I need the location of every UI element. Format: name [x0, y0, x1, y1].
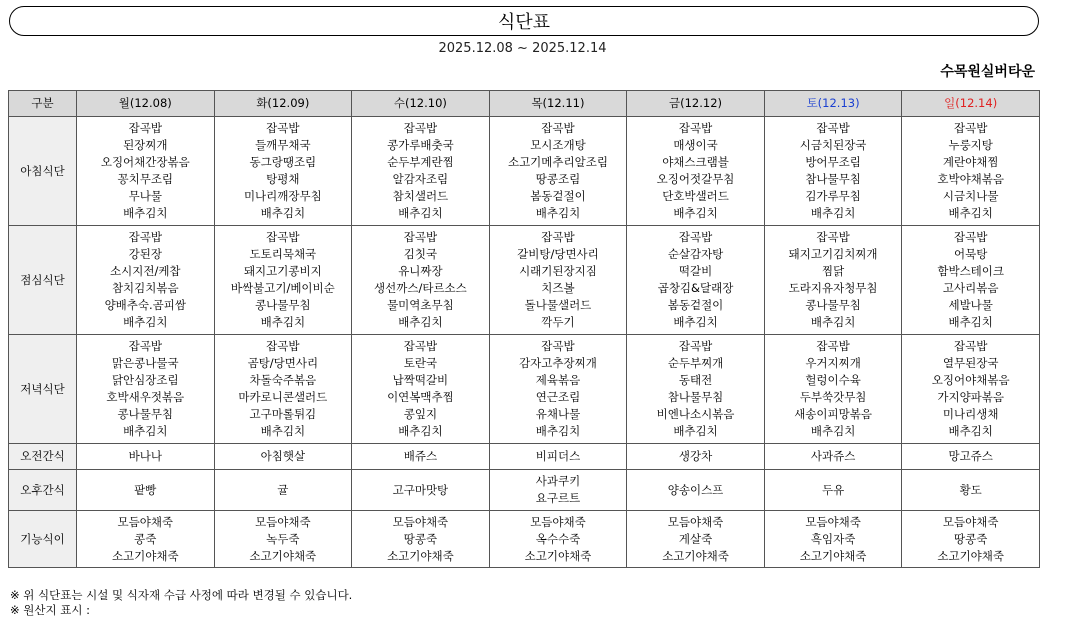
menu-item: 야채스크램블	[662, 155, 729, 169]
menu-item: 잡곡밥	[128, 121, 162, 135]
menu-item: 녹두죽	[266, 531, 300, 546]
menu-item: 땅콩조림	[535, 172, 581, 186]
menu-item: 배추김치	[260, 315, 306, 329]
menu-item: 잡곡밥	[128, 339, 162, 353]
menu-item: 잡곡밥	[954, 121, 988, 135]
menu-item: 닭안심장조림	[111, 373, 179, 387]
menu-item: 배추김치	[673, 315, 718, 329]
menu-item: 사과쿠키	[535, 474, 581, 488]
menu-item: 귤	[277, 482, 289, 497]
menu-cell	[764, 335, 902, 444]
menu-item: 소고기야채죽	[937, 548, 1005, 563]
menu-cell	[489, 470, 627, 511]
weekly-menu-table	[8, 90, 1040, 568]
menu-item: 토란국	[403, 356, 438, 370]
menu-item: 순두부계란찜	[387, 155, 454, 169]
menu-item: 어묵탕	[954, 247, 988, 261]
menu-item: 마카로니콘샐러드	[238, 390, 328, 404]
menu-item: 잡곡밥	[541, 339, 575, 353]
menu-title-box	[9, 6, 1039, 36]
menu-cell	[77, 444, 215, 470]
menu-item: 세발나물	[948, 298, 993, 312]
menu-item: 배추김치	[948, 315, 993, 329]
menu-item: 탕평채	[266, 172, 300, 186]
menu-cell	[902, 117, 1040, 226]
menu-item: 참치샐러드	[392, 189, 449, 203]
menu-item: 고구마맛탕	[392, 482, 449, 497]
menu-item: 치즈볼	[541, 281, 575, 295]
day-header: 목(12.11)	[489, 91, 627, 117]
menu-cell	[352, 470, 490, 511]
menu-item: 배추김치	[673, 206, 718, 220]
row-label: 기능식이	[9, 511, 77, 568]
menu-cell	[902, 470, 1040, 511]
menu-item: 참나물무침	[805, 172, 861, 186]
menu-item: 잡곡밥	[541, 230, 575, 244]
menu-item: 콩죽	[134, 531, 157, 546]
menu-item: 비엔나소시볶음	[656, 407, 735, 421]
menu-item: 미나리깨장무침	[243, 189, 322, 203]
menu-item: 게살죽	[678, 531, 713, 546]
menu-item: 가지양파볶음	[937, 390, 1005, 404]
menu-item: 잡곡밥	[816, 230, 850, 244]
day-header-saturday: 토(12.13)	[764, 91, 902, 117]
row-label: 아침식단	[9, 117, 77, 226]
menu-item: 강된장	[128, 247, 162, 261]
menu-item: 방어무조림	[805, 155, 861, 169]
menu-item: 배추김치	[535, 206, 581, 220]
menu-item: 흑임자죽	[810, 531, 856, 546]
menu-item: 배쥬스	[403, 449, 438, 463]
menu-item: 참나물무침	[667, 390, 724, 404]
footnote-origin: ※ 원산지 표시 :	[10, 603, 91, 617]
menu-item: 두유	[821, 482, 845, 497]
menu-cell	[214, 117, 352, 226]
menu-item: 시래기된장지짐	[519, 264, 597, 278]
menu-item: 매생이국	[673, 138, 718, 152]
menu-item: 배추김치	[398, 206, 443, 220]
menu-item: 물미역초무침	[387, 298, 454, 312]
menu-cell	[764, 226, 902, 335]
menu-cell	[902, 444, 1040, 470]
menu-item: 배추김치	[535, 424, 581, 438]
menu-cell	[489, 511, 627, 568]
menu-cell	[902, 335, 1040, 444]
menu-item: 양배추숙.곰피쌈	[104, 298, 186, 312]
menu-item: 잡곡밥	[678, 339, 713, 353]
menu-cell	[764, 117, 902, 226]
menu-item: 생선까스/타르소스	[374, 281, 467, 295]
menu-item: 소고기야채죽	[799, 548, 867, 563]
menu-item: 떡갈비	[678, 264, 713, 278]
menu-item: 동태전	[678, 373, 713, 387]
menu-cell	[902, 511, 1040, 568]
menu-item: 열무된장국	[942, 356, 999, 370]
menu-item: 소고기야채죽	[249, 548, 317, 563]
menu-item: 새송이피망볶음	[794, 407, 872, 421]
menu-item: 요구르트	[535, 491, 581, 505]
menu-item: 누룽지탕	[948, 138, 993, 152]
menu-item: 잡곡밥	[403, 230, 438, 244]
menu-cell	[352, 335, 490, 444]
menu-item: 유니짜장	[398, 264, 443, 278]
menu-item: 모듬야채죽	[667, 514, 724, 529]
menu-item: 소고기야채죽	[662, 548, 729, 563]
menu-item: 모듬야채죽	[530, 514, 586, 529]
menu-item: 배추김치	[673, 424, 718, 438]
menu-item: 배추김치	[948, 206, 993, 220]
menu-item: 잡곡밥	[403, 121, 438, 135]
menu-item: 갈비탕/당면사리	[517, 247, 599, 261]
menu-item: 도라지유자청무침	[788, 281, 878, 295]
menu-item: 단호박샐러드	[662, 189, 729, 203]
menu-item: 황도	[959, 482, 982, 497]
functional-row	[9, 511, 1040, 568]
menu-item: 돌나물샐러드	[524, 298, 592, 312]
menu-cell	[902, 226, 1040, 335]
menu-item: 오징어채간장볶음	[100, 155, 190, 169]
menu-item: 도토리묵채국	[249, 247, 317, 261]
lunch-row	[9, 226, 1040, 335]
menu-item: 계란야채찜	[942, 155, 999, 169]
menu-item: 잡곡밥	[816, 339, 850, 353]
day-header: 화(12.09)	[214, 91, 352, 117]
menu-item: 잡곡밥	[816, 121, 850, 135]
menu-cell	[627, 117, 765, 226]
menu-item: 배추김치	[123, 424, 168, 438]
menu-item: 배추김치	[260, 424, 306, 438]
day-header: 월(12.08)	[77, 91, 215, 117]
menu-item: 옥수수죽	[535, 531, 581, 546]
menu-item: 배추김치	[123, 315, 168, 329]
menu-item: 소시지전/케찹	[110, 264, 181, 278]
menu-item: 팥빵	[134, 482, 157, 497]
menu-item: 우거지찌개	[805, 356, 861, 370]
pm-snack-row	[9, 470, 1040, 511]
menu-item: 고사리볶음	[942, 281, 999, 295]
menu-item: 순살감자탕	[667, 247, 724, 261]
menu-cell	[77, 335, 215, 444]
menu-item: 시금치된장국	[799, 138, 867, 152]
menu-item: 모듬야채죽	[942, 514, 999, 529]
menu-item: 시금치나물	[942, 189, 999, 203]
row-label: 오후간식	[9, 470, 77, 511]
page-title: 식단표	[497, 12, 551, 33]
menu-cell	[489, 335, 627, 444]
menu-item: 생강차	[678, 449, 713, 463]
menu-item: 호박야채볶음	[937, 172, 1005, 186]
menu-item: 땅콩죽	[403, 531, 438, 546]
menu-cell	[77, 117, 215, 226]
menu-item: 동그랑땡조림	[249, 155, 317, 169]
menu-cell	[627, 511, 765, 568]
menu-cell	[764, 470, 902, 511]
menu-cell	[77, 511, 215, 568]
menu-item: 콩잎지	[403, 407, 438, 421]
menu-item: 땅콩죽	[954, 531, 988, 546]
menu-item: 콩나물무침	[117, 407, 174, 421]
menu-cell	[214, 470, 352, 511]
menu-cell	[627, 335, 765, 444]
menu-item: 참치김치볶음	[111, 281, 179, 295]
menu-cell	[627, 226, 765, 335]
row-label: 저녁식단	[9, 335, 77, 444]
menu-item: 호박새우젓볶음	[106, 390, 185, 404]
row-label: 오전간식	[9, 444, 77, 470]
menu-cell	[352, 511, 490, 568]
menu-item: 꽁치무조림	[117, 172, 174, 186]
menu-item: 모시조개탕	[530, 138, 586, 152]
menu-item: 배추김치	[398, 424, 443, 438]
menu-item: 콩나물무침	[255, 298, 311, 312]
menu-cell	[489, 117, 627, 226]
am-snack-row	[9, 444, 1040, 470]
menu-item: 김칫국	[403, 247, 438, 261]
header-row	[9, 91, 1040, 117]
category-header: 구분	[9, 91, 77, 117]
menu-item: 모듬야채죽	[117, 514, 174, 529]
menu-cell	[764, 511, 902, 568]
menu-item: 망고쥬스	[948, 449, 993, 463]
menu-item: 맑은콩나물국	[111, 356, 179, 370]
menu-item: 헐렁이수육	[805, 373, 861, 387]
menu-item: 고구마롤튀김	[249, 407, 317, 421]
menu-cell	[77, 226, 215, 335]
menu-item: 무나물	[128, 189, 162, 203]
dinner-row	[9, 335, 1040, 444]
menu-item: 잡곡밥	[678, 230, 713, 244]
menu-item: 돼지고기김치찌개	[788, 247, 878, 261]
menu-item: 모듬야채죽	[392, 514, 449, 529]
footnote: ※ 위 식단표는 시설 및 식자재 수급 사정에 따라 변경될 수 있습니다.	[10, 588, 353, 602]
menu-cell	[352, 444, 490, 470]
menu-item: 배추김치	[123, 206, 168, 220]
menu-item: 유채나물	[535, 407, 581, 421]
day-header-sunday: 일(12.14)	[902, 91, 1040, 117]
menu-item: 돼지고기콩비지	[243, 264, 322, 278]
menu-item: 곱창김&달래장	[657, 281, 734, 295]
menu-item: 차돌숙주볶음	[249, 373, 317, 387]
menu-item: 잡곡밥	[954, 230, 988, 244]
menu-item: 감자고추장찌개	[519, 356, 597, 370]
menu-period: 2025.12.08 ~ 2025.12.14	[438, 41, 607, 56]
menu-item: 오징어야채볶음	[931, 373, 1010, 387]
day-header: 수(12.10)	[352, 91, 490, 117]
menu-item: 이연복맥추찜	[387, 390, 454, 404]
menu-item: 잡곡밥	[266, 121, 300, 135]
menu-cell	[764, 444, 902, 470]
menu-cell	[214, 335, 352, 444]
menu-item: 콩나물무침	[805, 298, 861, 312]
menu-item: 함박스테이크	[937, 264, 1005, 278]
menu-cell	[352, 226, 490, 335]
menu-item: 배추김치	[260, 206, 306, 220]
menu-item: 들깨무채국	[255, 138, 311, 152]
menu-item: 소고기메추리알조림	[507, 155, 608, 169]
menu-item: 알감자조림	[392, 172, 449, 186]
menu-cell	[627, 470, 765, 511]
menu-item: 소고기야채죽	[524, 548, 592, 563]
row-label: 점심식단	[9, 226, 77, 335]
menu-item: 소고기야채죽	[387, 548, 454, 563]
menu-item: 잡곡밥	[266, 339, 300, 353]
menu-item: 잡곡밥	[678, 121, 713, 135]
menu-item: 미나리생채	[942, 407, 999, 421]
menu-item: 제육볶음	[535, 373, 581, 387]
menu-item: 잡곡밥	[128, 230, 162, 244]
menu-cell	[352, 117, 490, 226]
menu-item: 배추김치	[948, 424, 993, 438]
menu-cell	[489, 444, 627, 470]
menu-cell	[214, 444, 352, 470]
menu-item: 납짝떡갈비	[392, 373, 449, 387]
menu-cell	[214, 511, 352, 568]
menu-item: 바나나	[128, 449, 162, 463]
menu-item: 순두부찌개	[667, 356, 724, 370]
menu-item: 콩가루배춧국	[387, 138, 454, 152]
menu-item: 김가루무침	[805, 189, 861, 203]
menu-cell	[214, 226, 352, 335]
menu-item: 잡곡밥	[954, 339, 988, 353]
menu-item: 배추김치	[398, 315, 443, 329]
menu-item: 깍두기	[541, 315, 575, 329]
menu-item: 잡곡밥	[403, 339, 438, 353]
menu-item: 두부쑥갓무침	[799, 390, 867, 404]
menu-item: 바싹불고기/베이비순	[230, 281, 335, 295]
menu-item: 배추김치	[810, 206, 856, 220]
menu-item: 모듬야채죽	[255, 514, 311, 529]
facility-name: 수목원실버타운	[940, 64, 1035, 80]
menu-cell	[489, 226, 627, 335]
menu-item: 아침햇살	[260, 449, 306, 463]
menu-item: 소고기야채죽	[111, 548, 179, 563]
menu-item: 봄동겉절이	[667, 298, 724, 312]
menu-item: 배추김치	[810, 424, 856, 438]
menu-item: 오징어젓갈무침	[656, 172, 735, 186]
menu-item: 연근조림	[535, 390, 581, 404]
menu-item: 찜닭	[821, 264, 845, 278]
menu-item: 배추김치	[810, 315, 856, 329]
menu-item: 모듬야채죽	[805, 514, 861, 529]
breakfast-row	[9, 117, 1040, 226]
menu-item: 잡곡밥	[541, 121, 575, 135]
menu-item: 잡곡밥	[266, 230, 300, 244]
menu-item: 봄동겉절이	[530, 189, 586, 203]
menu-item: 사과쥬스	[810, 449, 856, 463]
menu-cell	[77, 470, 215, 511]
day-header: 금(12.12)	[627, 91, 765, 117]
menu-item: 곰탕/당면사리	[247, 356, 319, 370]
menu-item: 비피더스	[535, 449, 581, 463]
menu-item: 된장찌개	[123, 138, 168, 152]
menu-cell	[627, 444, 765, 470]
menu-item: 양송이스프	[667, 482, 724, 497]
